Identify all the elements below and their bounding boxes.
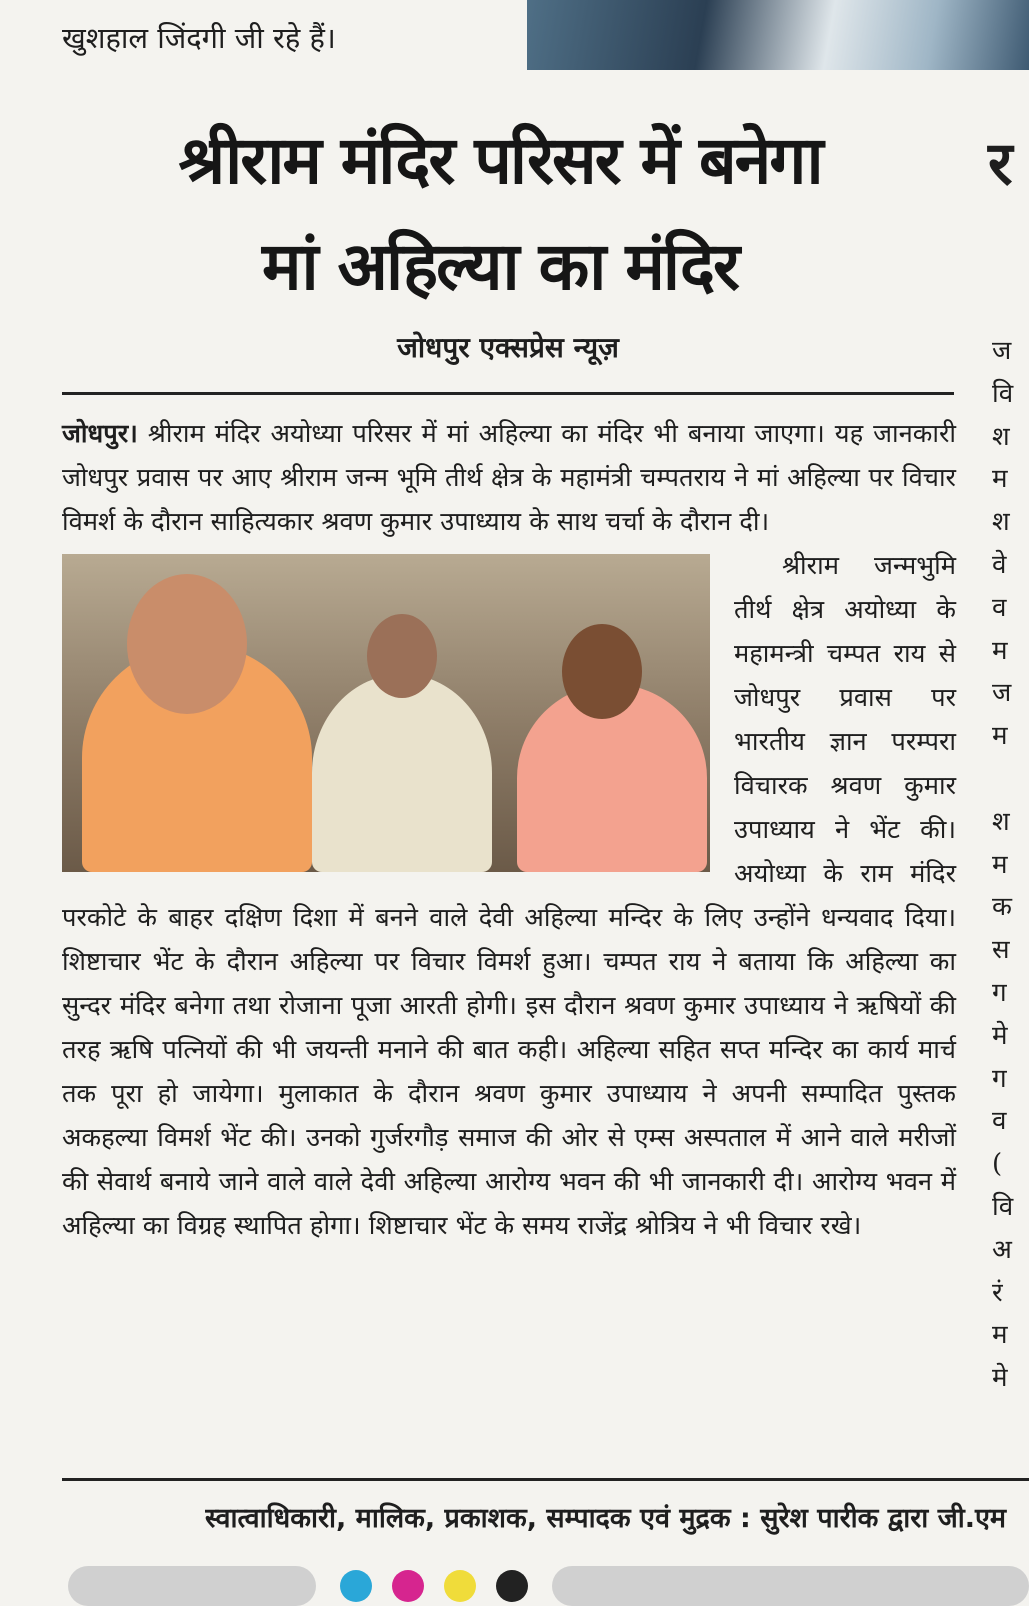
next-column-fragment: स bbox=[992, 935, 1010, 966]
next-column-fragment: वि bbox=[992, 378, 1014, 409]
next-column-fragment: म bbox=[992, 635, 1008, 666]
paragraph-1 bbox=[62, 412, 956, 544]
paragraph-1-text: श्रीराम मंदिर अयोध्या परिसर में मां अहिल्या का मंदिर भी बनाया जाएगा। यह जानकारी जोधपुर प्रवास पर आए श्रीराम जन्म भूमि तीर्थ क्षेत्र के महामंत्री चम्पतराय ने मां अहिल्या पर विचार विमर्श के दौरान साहित्यकार श्रवण कुमार उपाध्याय के साथ चर्चा के दौरान दी। bbox=[62, 419, 956, 537]
next-column-fragment: मे bbox=[992, 1020, 1008, 1051]
next-column-heading-fragment: र bbox=[988, 129, 1013, 199]
next-column-fragment: वे bbox=[992, 549, 1007, 580]
byline-divider bbox=[62, 392, 954, 395]
registration-dot-yellow bbox=[444, 1570, 476, 1602]
photo-person-right-head bbox=[562, 624, 642, 719]
registration-dot-cyan bbox=[340, 1570, 372, 1602]
byline: जोधपुर एक्सप्रेस न्यूज़ bbox=[397, 331, 619, 364]
next-column-fragment: ( bbox=[992, 1149, 1003, 1180]
next-column-fragment: व bbox=[992, 1106, 1007, 1137]
photo-person-center-head bbox=[367, 614, 437, 698]
next-column-fragment: ग bbox=[992, 1063, 1007, 1094]
next-column-fragment: क bbox=[992, 892, 1012, 923]
bottom-pill-left bbox=[68, 1566, 316, 1606]
photo-person-left-head bbox=[127, 574, 247, 714]
article-body bbox=[62, 412, 956, 1248]
paragraph-2: श्रीराम जन्मभुमि तीर्थ क्षेत्र अयोध्या के महामन्त्री चम्पत राय से जोधपुर प्रवास पर भारतीय ज्ञान परम्परा विचारक श्रवण कुमार उपाध्याय ने भेंट की। अयोध्या के राम मंदिर परकोटे के बाहर दक्षिण दिशा में बनने वाले देवी अहिल्या मन्दिर के लिए उन्होंने धन्यवाद दिया। शिष्टाचार भेंट के दौरान अहिल्या पर विचार विमर्श हुआ। चम्पत राय ने बताया कि अहिल्या का सुन्दर मंदिर बनेगा तथा रोजाना पूजा आरती होगी। इस दौरान श्रवण कुमार उपाध्याय ने ऋषियों की तरह ऋषि पत्नियों की भी जयन्ती मनाने की बात कही। अहिल्या सहित सप्त मन्दिर का कार्य मार्च तक पूरा हो जायेगा। मुलाकात के दौरान श्रवण कुमार उपाध्याय ने अपनी सम्पादित पुस्तक अकहल्या विमर्श भेंट की। उनको गुर्जरगौड़ समाज की ओर से एम्स अस्पताल में आने वाले मरीजों की सेवार्थ बनाये जाने वाले वाले देवी अहिल्या आरोग्य भवन की भी जानकारी दी। आरोग्य भवन में अहिल्या का विग्रह स्थापित होगा। शिष्टाचार भेंट के समय राजेंद्र श्रोत्रिय ने भी विचार रखे। bbox=[62, 551, 956, 1241]
next-column-fragment: म bbox=[992, 1320, 1008, 1351]
article-photo bbox=[62, 554, 710, 872]
headline-line-1: श्रीराम मंदिर परिसर में बनेगा bbox=[178, 122, 822, 199]
registration-dot-black bbox=[496, 1570, 528, 1602]
next-column-fragment: रं bbox=[992, 1277, 1003, 1308]
photo-person-center bbox=[312, 674, 492, 872]
bottom-pill-right bbox=[552, 1566, 1029, 1606]
next-column-fragment bbox=[992, 758, 1029, 801]
next-column-fragment: श bbox=[992, 507, 1010, 538]
next-column-fragment: श bbox=[992, 806, 1010, 837]
headline bbox=[40, 108, 960, 320]
headline-line-2: मां अहिल्या का मंदिर bbox=[262, 228, 738, 305]
next-column-fragment: म bbox=[992, 721, 1008, 752]
next-column-fragment: व bbox=[992, 592, 1007, 623]
next-column-fragment: श bbox=[992, 421, 1010, 452]
footer-imprint: स्वात्वाधिकारी, मालिक, प्रकाशक, सम्पादक एवं मुद्रक : सुरेश पारीक द्वारा जी.एम bbox=[205, 1503, 1007, 1534]
next-column-fragment: मे bbox=[992, 1363, 1008, 1394]
next-column-fragment: म bbox=[992, 849, 1008, 880]
next-column-fragment: वि bbox=[992, 1191, 1014, 1222]
next-column-fragments bbox=[992, 330, 1029, 1450]
next-column-fragment: ग bbox=[992, 977, 1007, 1008]
previous-article-tail: खुशहाल जिंदगी जी रहे हैं। bbox=[62, 21, 336, 55]
next-column-fragment: म bbox=[992, 464, 1008, 495]
next-column-fragment: ज bbox=[992, 678, 1012, 709]
previous-article-photo bbox=[527, 0, 1029, 70]
next-column-fragment: अ bbox=[992, 1234, 1012, 1265]
dateline: जोधपुर। bbox=[62, 419, 138, 449]
footer-divider bbox=[62, 1478, 1029, 1481]
registration-dot-magenta bbox=[392, 1570, 424, 1602]
next-column-fragment: ज bbox=[992, 336, 1012, 366]
